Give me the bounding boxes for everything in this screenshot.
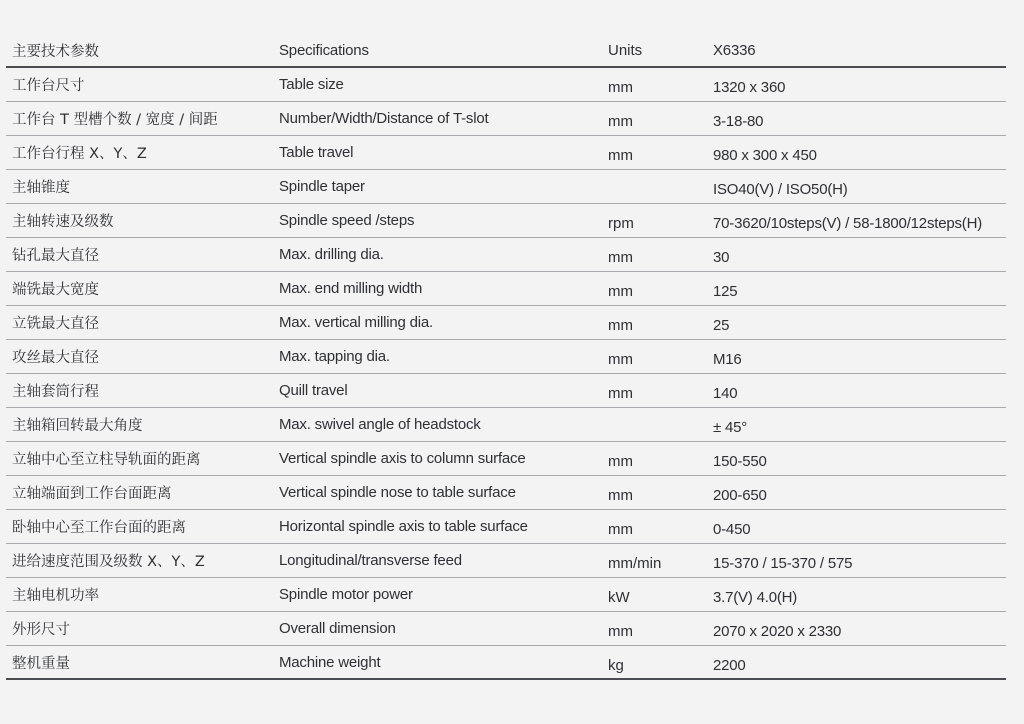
row-cn: 进给速度范围及级数 X、Y、Z xyxy=(12,554,205,570)
row-unit: mm xyxy=(608,147,633,164)
row-unit: mm xyxy=(608,79,633,96)
row-cn: 主轴锥度 xyxy=(12,180,70,196)
row-en: Number/Width/Distance of T-slot xyxy=(279,110,489,127)
row-value: 980 x 300 x 450 xyxy=(713,147,817,164)
row-unit: mm xyxy=(608,283,633,300)
row-value: 25 xyxy=(713,317,730,334)
row-value: 3.7(V) 4.0(H) xyxy=(713,589,798,606)
table-row xyxy=(6,374,1006,408)
row-unit: mm xyxy=(608,623,633,640)
row-cn: 外形尺寸 xyxy=(12,622,70,638)
table-row xyxy=(6,408,1006,442)
table-row xyxy=(6,544,1006,578)
table-header-row xyxy=(6,30,1006,68)
row-en: Quill travel xyxy=(279,382,348,399)
header-model: X6336 xyxy=(713,41,756,59)
table-row xyxy=(6,272,1006,306)
row-unit: mm xyxy=(608,113,633,130)
row-en: Spindle taper xyxy=(279,178,365,195)
row-unit: mm xyxy=(608,351,633,368)
row-value: ± 45° xyxy=(713,419,748,436)
row-cn: 工作台 T 型槽个数 / 宽度 / 间距 xyxy=(12,112,218,128)
row-unit: rpm xyxy=(608,215,634,232)
row-en: Longitudinal/transverse feed xyxy=(279,552,462,569)
row-en: Max. tapping dia. xyxy=(279,348,390,365)
spec-table xyxy=(6,30,1006,680)
row-unit: mm xyxy=(608,317,633,334)
row-cn: 立轴端面到工作台面距离 xyxy=(12,486,172,502)
row-en: Table travel xyxy=(279,144,354,161)
row-value: 0-450 xyxy=(713,521,751,538)
row-value: 3-18-80 xyxy=(713,113,764,130)
row-unit: mm xyxy=(608,521,633,538)
row-value: 140 xyxy=(713,385,738,402)
row-cn: 钻孔最大直径 xyxy=(12,248,99,264)
row-unit xyxy=(604,422,711,428)
row-value: 150-550 xyxy=(713,453,767,470)
row-cn: 立铣最大直径 xyxy=(12,316,99,332)
row-cn: 整机重量 xyxy=(12,655,70,672)
row-unit: mm xyxy=(608,385,633,402)
table-row xyxy=(6,340,1006,374)
row-cn: 主轴电机功率 xyxy=(12,588,99,604)
table-row xyxy=(6,510,1006,544)
row-cn: 主轴套筒行程 xyxy=(12,384,99,400)
table-row xyxy=(6,476,1006,510)
table-row xyxy=(6,612,1006,646)
table-row xyxy=(6,646,1006,680)
row-en: Spindle motor power xyxy=(279,586,413,603)
row-en: Overall dimension xyxy=(279,620,396,637)
row-cn: 工作台尺寸 xyxy=(12,78,85,94)
row-en: Max. swivel angle of headstock xyxy=(279,416,481,433)
row-value: 30 xyxy=(713,249,730,266)
table-row xyxy=(6,306,1006,340)
row-unit: kg xyxy=(608,656,624,674)
header-unit: Units xyxy=(608,41,643,59)
row-en: Table size xyxy=(279,76,344,93)
row-cn: 卧轴中心至工作台面的距离 xyxy=(12,520,186,536)
row-value: ISO40(V) / ISO50(H) xyxy=(713,181,848,198)
table-row xyxy=(6,102,1006,136)
row-value: 2200 xyxy=(713,656,746,674)
row-en: Max. drilling dia. xyxy=(279,246,384,263)
table-row xyxy=(6,170,1006,204)
table-row xyxy=(6,68,1006,102)
row-en: Vertical spindle nose to table surface xyxy=(279,484,516,501)
row-value: 200-650 xyxy=(713,487,767,504)
row-en: Spindle speed /steps xyxy=(279,212,415,229)
row-unit: mm xyxy=(608,453,633,470)
row-value: 2070 x 2020 x 2330 xyxy=(713,623,842,640)
row-unit: mm/min xyxy=(608,555,662,572)
table-body xyxy=(6,68,1006,680)
row-value: 1320 x 360 xyxy=(713,79,786,96)
row-value: 125 xyxy=(713,283,738,300)
header-en: Specifications xyxy=(279,41,369,59)
row-en: Max. end milling width xyxy=(279,280,423,297)
row-cn: 主轴箱回转最大角度 xyxy=(12,418,143,434)
row-en: Vertical spindle axis to column surface xyxy=(279,450,526,467)
row-unit: kW xyxy=(608,589,630,606)
row-cn: 攻丝最大直径 xyxy=(12,350,99,366)
row-value: M16 xyxy=(713,351,742,368)
row-en: Max. vertical milling dia. xyxy=(279,314,434,331)
row-cn: 主轴转速及级数 xyxy=(12,214,114,230)
row-cn: 端铣最大宽度 xyxy=(12,282,99,298)
row-unit xyxy=(604,184,711,190)
table-row xyxy=(6,238,1006,272)
row-en: Horizontal spindle axis to table surface xyxy=(279,518,528,535)
row-unit: mm xyxy=(608,487,633,504)
table-row xyxy=(6,442,1006,476)
header-cn: 主要技术参数 xyxy=(12,43,99,60)
row-en: Machine weight xyxy=(279,653,381,671)
row-unit: mm xyxy=(608,249,633,266)
table-row xyxy=(6,578,1006,612)
table-row xyxy=(6,136,1006,170)
row-value: 15-370 / 15-370 / 575 xyxy=(713,555,853,572)
table-row xyxy=(6,204,1006,238)
row-cn: 立轴中心至立柱导轨面的距离 xyxy=(12,452,201,468)
row-value: 70-3620/10steps(V) / 58-1800/12steps(H) xyxy=(713,215,983,232)
row-cn: 工作台行程 X、Y、Z xyxy=(12,146,147,162)
